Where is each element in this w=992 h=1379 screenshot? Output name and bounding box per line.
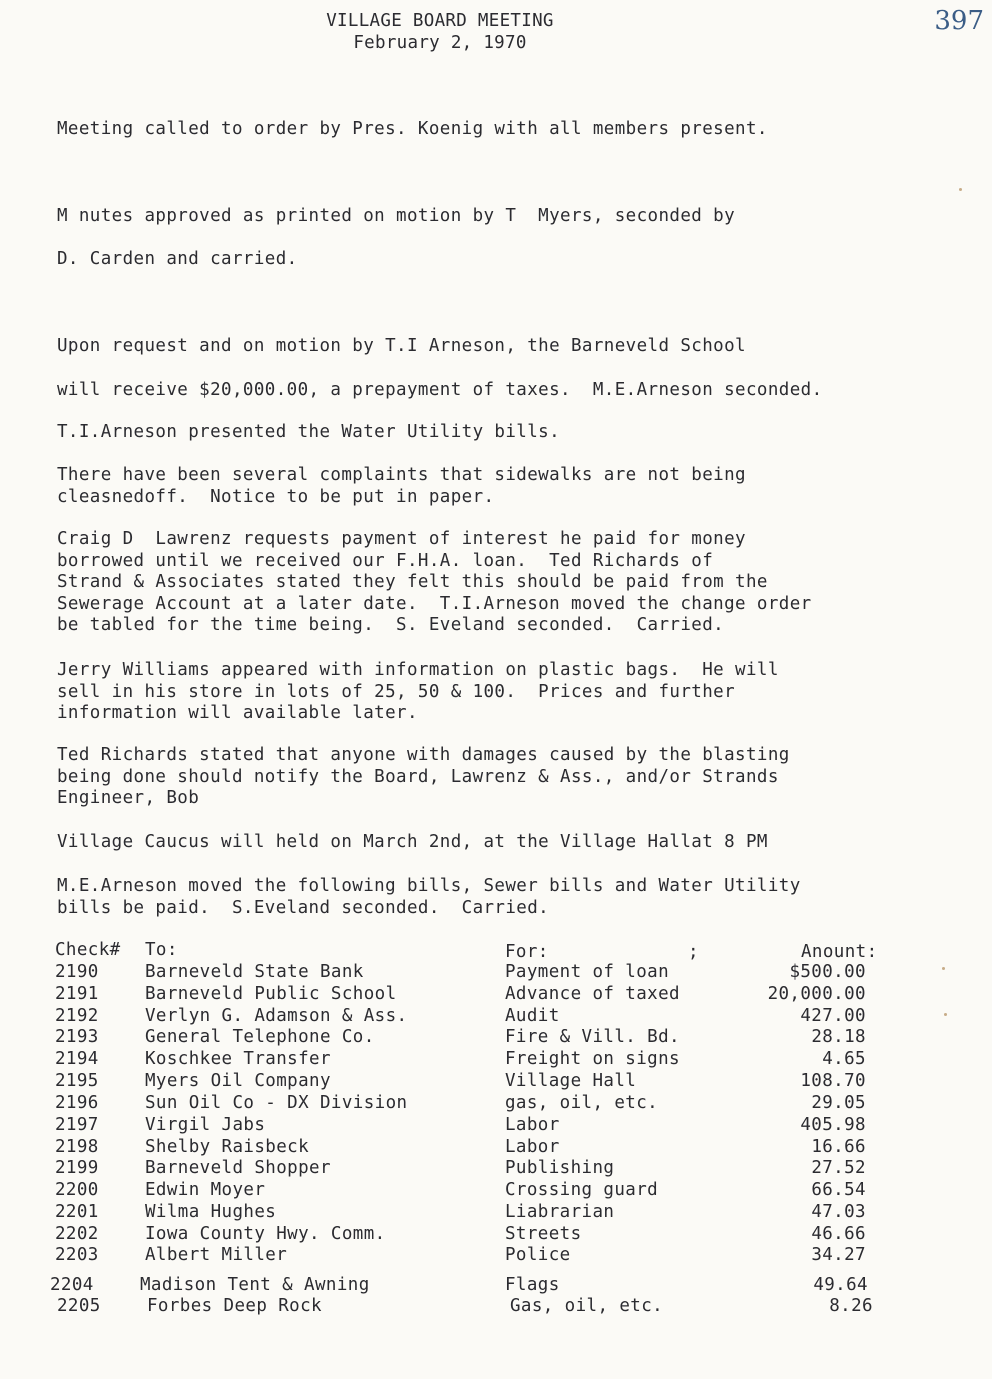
bill-payee: Forbes Deep Rock bbox=[147, 1296, 322, 1316]
bill-payee: Myers Oil Company bbox=[145, 1071, 331, 1091]
bill-purpose: Flags bbox=[505, 1275, 560, 1295]
paragraph-school-line-1: Upon request and on motion by T.I Arneson, the Barneveld School bbox=[57, 336, 746, 356]
bill-purpose: Liabrarian bbox=[505, 1202, 615, 1222]
bill-purpose: Advance of taxed bbox=[505, 984, 680, 1004]
bill-purpose: gas, oil, etc. bbox=[505, 1093, 659, 1113]
paragraph-lawrenz: Craig D Lawrenz requests payment of interest he paid for money borrowed until we received our F.H.A. loan. Ted Richards of Strand & Associates stated they felt this should be paid from the Sewerage Account at a later date. T.I.Arneson moved the change order be tabled for the time being. S. Eveland seconded. Carried. bbox=[57, 529, 812, 635]
bill-payee: Wilma Hughes bbox=[145, 1202, 277, 1222]
bill-amount: 27.52 bbox=[811, 1158, 866, 1178]
bill-payee: Virgil Jabs bbox=[145, 1115, 266, 1135]
document-header bbox=[0, 10, 880, 54]
bill-amount: 8.26 bbox=[829, 1296, 873, 1316]
paper-speck bbox=[942, 967, 945, 970]
bill-check-number: 2205 bbox=[57, 1296, 101, 1316]
bill-check-number: 2199 bbox=[55, 1158, 99, 1178]
bill-payee: General Telephone Co. bbox=[145, 1027, 375, 1047]
meeting-date: February 2, 1970 bbox=[353, 33, 527, 53]
bill-purpose: Publishing bbox=[505, 1158, 615, 1178]
column-header-check: Check# bbox=[55, 940, 121, 960]
bill-check-number: 2194 bbox=[55, 1049, 99, 1069]
meeting-title: VILLAGE BOARD MEETING bbox=[326, 11, 554, 31]
bill-check-number: 2202 bbox=[55, 1224, 99, 1244]
bill-check-number: 2192 bbox=[55, 1006, 99, 1026]
bill-payee: Barneveld Shopper bbox=[145, 1158, 331, 1178]
bill-amount: 16.66 bbox=[811, 1137, 866, 1157]
bill-purpose: Village Hall bbox=[505, 1071, 637, 1091]
bill-payee: Verlyn G. Adamson & Ass. bbox=[145, 1006, 408, 1026]
bill-purpose: Crossing guard bbox=[505, 1180, 659, 1200]
bill-amount: 405.98 bbox=[800, 1115, 866, 1135]
paper-speck bbox=[959, 188, 962, 191]
bill-check-number: 2198 bbox=[55, 1137, 99, 1157]
bill-purpose: Police bbox=[505, 1245, 571, 1265]
paragraph-minutes-line-1: M nutes approved as printed on motion by T Myers, seconded by bbox=[57, 206, 736, 226]
bill-amount: 20,000.00 bbox=[767, 984, 866, 1004]
bill-purpose: Gas, oil, etc. bbox=[510, 1296, 664, 1316]
paragraph-bills-motion: M.E.Arneson moved the following bills, Sewer bills and Water Utility bills be paid. S.Eveland seconded. Carried. bbox=[57, 876, 801, 918]
bill-check-number: 2191 bbox=[55, 984, 99, 1004]
column-header-to: To: bbox=[145, 940, 178, 960]
bill-check-number: 2195 bbox=[55, 1071, 99, 1091]
column-header-amount: Anount: bbox=[801, 942, 878, 962]
bill-amount: 427.00 bbox=[800, 1006, 866, 1026]
bill-check-number: 2203 bbox=[55, 1245, 99, 1265]
bill-payee: Madison Tent & Awning bbox=[140, 1275, 370, 1295]
bill-purpose: Streets bbox=[505, 1224, 582, 1244]
bill-check-number: 2201 bbox=[55, 1202, 99, 1222]
paragraph-blasting: Ted Richards stated that anyone with damages caused by the blasting being done should notify the Board, Lawrenz & Ass., and/or Strands Engineer, Bob bbox=[57, 745, 790, 808]
bill-amount: $500.00 bbox=[789, 962, 866, 982]
bill-check-number: 2190 bbox=[55, 962, 99, 982]
paragraph-call-to-order: Meeting called to order by Pres. Koenig with all members present. bbox=[57, 119, 768, 139]
paragraph-water-bills: T.I.Arneson presented the Water Utility bills. bbox=[57, 422, 561, 442]
bill-purpose: Payment of loan bbox=[505, 962, 670, 982]
bill-payee: Edwin Moyer bbox=[145, 1180, 266, 1200]
bill-amount: 108.70 bbox=[800, 1071, 866, 1091]
bill-payee: Albert Miller bbox=[145, 1245, 288, 1265]
paragraph-sidewalks: There have been several complaints that sidewalks are not being cleasnedoff. Notice to be put in paper. bbox=[57, 465, 746, 507]
bill-purpose: Fire & Vill. Bd. bbox=[505, 1027, 680, 1047]
bill-check-number: 2200 bbox=[55, 1180, 99, 1200]
bill-check-number: 2196 bbox=[55, 1093, 99, 1113]
bill-payee: Iowa County Hwy. Comm. bbox=[145, 1224, 386, 1244]
bill-purpose: Freight on signs bbox=[505, 1049, 680, 1069]
bill-payee: Shelby Raisbeck bbox=[145, 1137, 310, 1157]
bill-check-number: 2193 bbox=[55, 1027, 99, 1047]
bill-purpose: Audit bbox=[505, 1006, 560, 1026]
bill-amount: 28.18 bbox=[811, 1027, 866, 1047]
bill-amount: 49.64 bbox=[813, 1275, 868, 1295]
bill-amount: 4.65 bbox=[822, 1049, 866, 1069]
bill-amount: 29.05 bbox=[811, 1093, 866, 1113]
paragraph-caucus: Village Caucus will held on March 2nd, at the Village Hallat 8 PM bbox=[57, 832, 768, 852]
paper-speck bbox=[944, 1013, 947, 1016]
bill-payee: Barneveld State Bank bbox=[145, 962, 364, 982]
bill-amount: 46.66 bbox=[811, 1224, 866, 1244]
bill-payee: Sun Oil Co - DX Division bbox=[145, 1093, 408, 1113]
bill-payee: Koschkee Transfer bbox=[145, 1049, 331, 1069]
paragraph-plastic-bags: Jerry Williams appeared with information on plastic bags. He will sell in his store in lots of 25, 50 & 100. Prices and further information will available later. bbox=[57, 660, 779, 723]
bill-amount: 34.27 bbox=[811, 1245, 866, 1265]
bill-amount: 66.54 bbox=[811, 1180, 866, 1200]
column-header-for: For: bbox=[505, 942, 549, 962]
bill-check-number: 2197 bbox=[55, 1115, 99, 1135]
paragraph-minutes-line-2: D. Carden and carried. bbox=[57, 249, 298, 269]
column-header-semicolon: ; bbox=[688, 942, 699, 962]
bill-check-number: 2204 bbox=[50, 1275, 94, 1295]
bill-purpose: Labor bbox=[505, 1115, 560, 1135]
bill-purpose: Labor bbox=[505, 1137, 560, 1157]
page-number: 397 bbox=[934, 6, 984, 36]
bill-payee: Barneveld Public School bbox=[145, 984, 397, 1004]
bill-amount: 47.03 bbox=[811, 1202, 866, 1222]
paragraph-school-line-2: will receive $20,000.00, a prepayment of taxes. M.E.Arneson seconded. bbox=[57, 380, 823, 400]
